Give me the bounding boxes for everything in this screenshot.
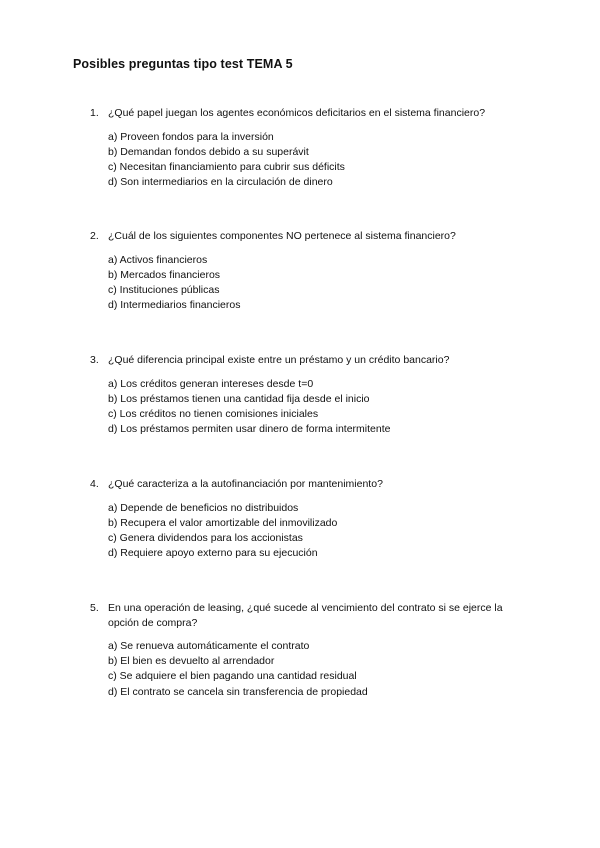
question-number: 2. (90, 230, 99, 242)
answer-option-c: c) Instituciones públicas (108, 283, 220, 296)
question-header (90, 106, 535, 121)
question-1 (90, 106, 535, 190)
question-3 (90, 353, 535, 437)
question-header (90, 477, 535, 492)
answer-option-c: c) Necesitan financiamiento para cubrir sus déficits (108, 160, 345, 173)
answer-option-d: d) El contrato se cancela sin transferencia de propiedad (108, 685, 368, 698)
answer-option-b: b) Mercados financieros (108, 268, 221, 281)
answer-option-c: c) Genera dividendos para los accionistas (108, 531, 303, 544)
question-header (90, 353, 535, 368)
question-text: ¿Qué diferencia principal existe entre un préstamo y un crédito bancario? (108, 354, 450, 366)
question-2 (90, 229, 535, 313)
answer-option-a: a) Depende de beneficios no distribuidos (108, 501, 299, 514)
answer-option-d: d) Son intermediarios en la circulación de dinero (108, 176, 333, 189)
question-header (90, 601, 535, 630)
answer-options (108, 130, 535, 191)
answer-option-a: a) Los créditos generan intereses desde t=0 (108, 377, 314, 390)
answer-options (108, 501, 535, 562)
answer-option-c: c) Se adquiere el bien pagando una cantidad residual (108, 670, 357, 683)
question-number: 5. (90, 602, 99, 614)
answer-option-b: b) El bien es devuelto al arrendador (108, 655, 275, 668)
answer-option-a: a) Proveen fondos para la inversión (108, 130, 274, 143)
answer-option-a: a) Se renueva automáticamente el contrato (108, 640, 310, 652)
question-5 (90, 601, 535, 700)
document-title: Posibles preguntas tipo test TEMA 5 (73, 57, 293, 71)
answer-option-d: d) Los préstamos permiten usar dinero de forma intermitente (108, 423, 391, 436)
question-text: ¿Qué caracteriza a la autofinanciación por mantenimiento? (108, 478, 383, 490)
answer-option-d: d) Requiere apoyo externo para su ejecución (108, 547, 318, 560)
answer-option-a: a) Activos financieros (108, 253, 208, 266)
question-text: En una operación de leasing, ¿qué sucede al vencimiento del contrato si se ejerce la opción de compra? (108, 602, 503, 629)
answer-option-d: d) Intermediarios financieros (108, 299, 241, 312)
question-header (90, 229, 535, 244)
question-4 (90, 477, 535, 561)
answer-option-b: b) Demandan fondos debido a su superávit (108, 145, 309, 158)
answer-options (108, 639, 535, 700)
question-number: 1. (90, 107, 99, 119)
answer-options (108, 253, 535, 314)
answer-options (108, 377, 535, 438)
answer-option-b: b) Los préstamos tienen una cantidad fija desde el inicio (108, 392, 370, 405)
question-number: 3. (90, 354, 99, 366)
answer-option-c: c) Los créditos no tienen comisiones iniciales (108, 407, 319, 420)
question-text: ¿Cuál de los siguientes componentes NO pertenece al sistema financiero? (108, 230, 456, 242)
question-number: 4. (90, 478, 99, 490)
question-text: ¿Qué papel juegan los agentes económicos deficitarios en el sistema financiero? (108, 107, 486, 119)
answer-option-b: b) Recupera el valor amortizable del inmovilizado (108, 516, 338, 529)
